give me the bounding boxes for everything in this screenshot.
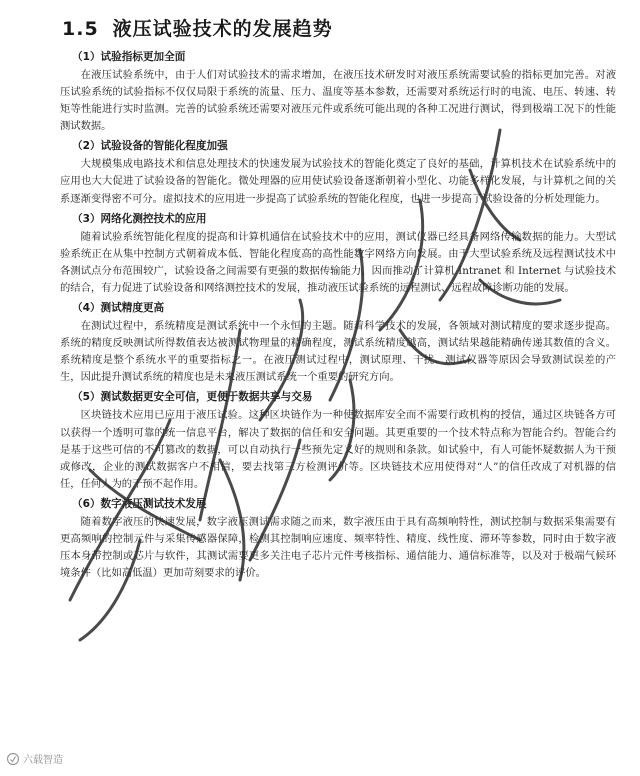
logo-icon xyxy=(6,752,20,766)
subsection-5 xyxy=(60,389,616,492)
section-title-text: 液压试验技术的发展趋势 xyxy=(112,18,333,40)
section-number: 1.5 xyxy=(62,18,99,40)
subsection-body: 随着试验系统智能化程度的提高和计算机通信在试验技术中的应用，测试仪器已经具备网络传输数据的能力。大型试验系统正在从集中控制方式朝着成本低、智能化程度高的高性能数字网络方向发展。由于大型试验系统及远程测试技术中各测试点分布范围较广，试验设备之间需要有更强的数据传输能力，因而推动了计算机 Intranet 和 Internet 与试验技术的结合，有力促进了试验设备和网络测控技术的发展，推动液压试验系统的远程测试、远程故障诊断功能的发展。 xyxy=(60,230,616,294)
subsection-heading: （4）测试精度更高 xyxy=(72,302,165,315)
subsection-body: 大规模集成电路技术和信息处理技术的快速发展为试验技术的智能化奠定了良好的基础，计算机技术在试验系统中的应用也大大促进了试验设备的智能化。微处理器的应用使试验设备逐渐朝着小型化、功能多样化发展，与计算机之间的关系逐渐变得密不可分。虚拟技术的应用进一步提高了试验系统的智能化程度，也进一步提高了试验设备的分析处理能力。 xyxy=(60,158,616,205)
subsection-body: 随着数字液压的快速发展，数字液压测试需求随之而来，数字液压由于具有高频响特性，测试控制与数据采集需要有更高频响的控制元件与采集传感器保障，检测其控制响应速度、频率特性、精度、线性度、滞环等参数，同时由于数字液压本身带控制或芯片与软件，其测试需要更多关注电子芯片元件考核指标、通信能力、通信标准等，以及对于极端气候环境条件（比如高低温）更加苛刻要求的评价。 xyxy=(60,515,616,580)
subsection-heading: （6）数字液压测试技术发展 xyxy=(72,497,207,510)
footer-watermark xyxy=(6,751,63,766)
subsection-heading: （3）网络化测控技术的应用 xyxy=(72,212,207,225)
subsection-6 xyxy=(60,496,616,582)
subsection-4 xyxy=(60,300,616,386)
subsection-3 xyxy=(60,211,616,297)
subsection-2 xyxy=(60,138,616,207)
subsection-1 xyxy=(60,49,616,135)
subsection-heading: （5）测试数据更安全可信，更便于数据共享与交易 xyxy=(72,391,313,404)
subsection-body: 在液压试验系统中，由于人们对试验技术的需求增加，在液压技术研发时对液压系统需要试验的指标更加完善。对液压试验系统的试验指标不仅仅局限于系统的流量、压力、温度等基本参数，还需要对系统运行时的电流、电压、转速、转矩等性能进行实时监测。完善的试验系统还需要对液压元件或系统可能出现的各种工况进行测试，得到极端工况下的性能测试数据。 xyxy=(60,69,616,133)
footer-text: 六载智造 xyxy=(23,755,63,766)
subsection-heading: （1）试验指标更加全面 xyxy=(72,51,186,63)
subsection-heading: （2）试验设备的智能化程度加强 xyxy=(72,140,228,153)
section-title xyxy=(62,14,616,41)
document-page xyxy=(60,14,616,582)
subsection-body: 区块链技术应用已应用于液压试验。这种区块链作为一种使数据库安全而不需要行政机构的授信，通过区块链各方可以获得一个透明可靠的统一信息平台，解决了数据的信任和安全问题。其更重要的一个技术特点称为智能合约。智能合约是基于这些可信的不可篡改的数据，可以自动执行一些预先定义好的规则和条款。如试验中，有人可能怀疑数据人为干预或修改，企业的测试数据客户不相信，要去找第三方检测评价等。区块链技术应用使得对“人”的信任改成了对机器的信任，任何人为的干预不起作用。 xyxy=(60,409,616,490)
subsection-body: 在测试过程中，系统精度是测试系统中一个永恒的主题。随着科学技术的发展，各领域对测试精度的要求逐步提高。系统的精度反映测试所得数值表达被测试物理量的精确程度，测试系统精度越高，测试结果越能精确传递其数值的含义。系统精度是整个系统水平的重要指标之一。在液压测试过程中，测试原理、干扰、测试仪器等原因会导致测试误差的产生，因此提升测试系统的精度也是未来液压测试系统一个重要的研究方向。 xyxy=(60,320,616,384)
